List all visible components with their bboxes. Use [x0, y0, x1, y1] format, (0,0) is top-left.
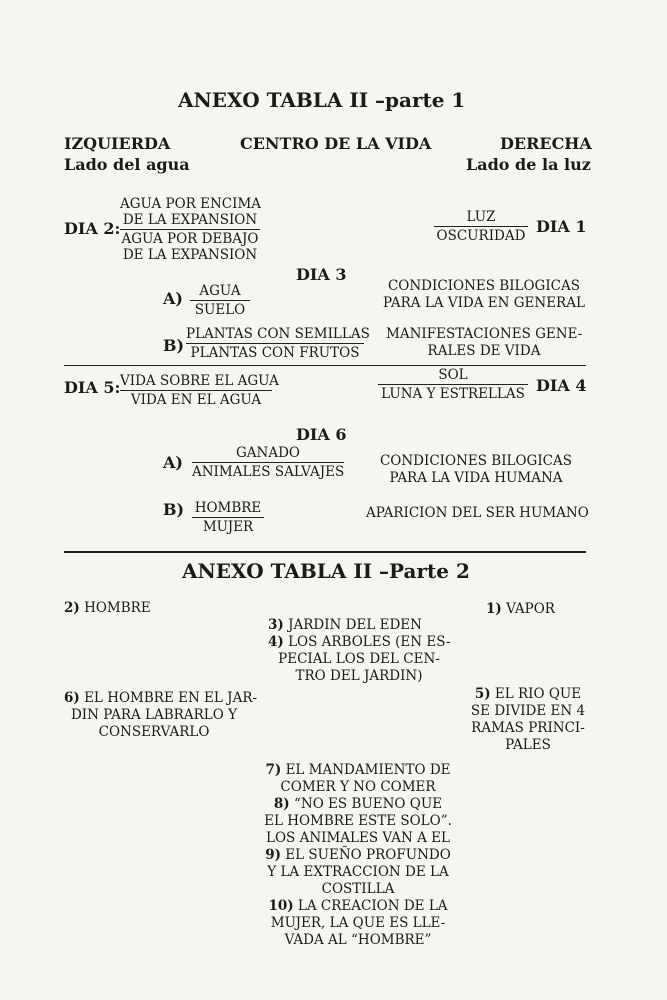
dia1-den: OSCURIDAD — [436, 228, 526, 244]
item-10-line3: VADA AL “HOMBRE” — [284, 932, 432, 948]
item-7-line1: EL MANDAMIENTO DE — [285, 762, 451, 778]
dia6-label: DIA 6 — [296, 425, 347, 444]
part1-title: ANEXO TABLA II –parte 1 — [178, 88, 466, 112]
item-5-line3: RAMAS PRINCI- — [471, 720, 585, 736]
dia2-fraction — [120, 196, 260, 263]
dia6-a-right — [376, 453, 576, 487]
header-right-sub: Lado de la luz — [466, 155, 591, 174]
item-6-line3: CONSERVARLO — [98, 724, 210, 740]
dia2-den-2: DE LA EXPANSION — [122, 247, 258, 263]
dia5-label: DIA 5: — [64, 378, 121, 397]
dia1-rule — [434, 226, 528, 227]
dia6-b-fraction — [192, 500, 264, 535]
item-3 — [268, 617, 422, 634]
dia2-rule — [120, 229, 260, 230]
part-divider — [64, 551, 586, 553]
item-5 — [470, 686, 586, 754]
item-1 — [486, 601, 555, 618]
item-3-number: 3) — [268, 617, 284, 633]
dia3-a-label: A) — [163, 289, 183, 308]
item-10-line1: LA CREACION DE LA — [297, 898, 448, 914]
item-1-text: VAPOR — [506, 601, 555, 617]
item-5-line1: EL RIO QUE — [494, 686, 582, 702]
dia2-label: DIA 2: — [64, 219, 121, 238]
dia6-a-rule — [192, 462, 344, 463]
section-divider — [64, 365, 586, 366]
dia3-b-rule — [186, 343, 364, 344]
dia3-a-right — [382, 278, 586, 312]
item-6-line1: EL HOMBRE EN EL JAR- — [84, 690, 258, 706]
item-8-line1: “NO ES BUENO QUE — [293, 796, 443, 812]
dia6-b-num: HOMBRE — [194, 500, 262, 516]
dia5-num: VIDA SOBRE EL AGUA — [120, 373, 279, 389]
item-6 — [64, 690, 258, 741]
item-6-number: 6) — [64, 690, 80, 706]
item-4-line1: LOS ARBOLES (EN ES- — [288, 634, 451, 650]
dia2-num-2: DE LA EXPANSION — [122, 212, 258, 228]
dia4-fraction — [378, 367, 528, 402]
header-left: IZQUIERDA — [64, 134, 171, 153]
dia6-a-den: ANIMALES SALVAJES — [192, 464, 345, 480]
dia3-b-right-line2: RALES DE VIDA — [427, 343, 541, 359]
dia1-label: DIA 1 — [536, 217, 587, 236]
items-7-10 — [264, 762, 452, 949]
dia3-label: DIA 3 — [296, 265, 347, 284]
dia3-a-num: AGUA — [199, 283, 241, 299]
item-9-number: 9) — [265, 847, 281, 863]
item-5-number: 5) — [474, 686, 491, 702]
item-7-number: 7) — [265, 762, 282, 778]
dia2-num-1: AGUA POR ENCIMA — [120, 196, 262, 212]
dia6-a-label: A) — [163, 453, 183, 472]
dia4-num: SOL — [438, 367, 468, 383]
dia5-fraction — [120, 373, 279, 408]
dia3-a-right-line2: PARA LA VIDA EN GENERAL — [383, 295, 585, 311]
dia3-a-right-line1: CONDICIONES BILOGICAS — [387, 278, 581, 294]
dia5-rule — [120, 390, 272, 391]
dia4-rule — [378, 384, 528, 385]
header-left-sub: Lado del agua — [64, 155, 190, 174]
item-4-number: 4) — [268, 634, 284, 650]
item-8-line3: LOS ANIMALES VAN A EL — [266, 830, 450, 846]
dia3-b-num: PLANTAS CON SEMILLAS — [186, 326, 370, 342]
part2-title: ANEXO TABLA II –Parte 2 — [182, 559, 470, 583]
header-center: CENTRO DE LA VIDA — [240, 134, 432, 153]
dia3-a-den: SUELO — [194, 302, 246, 318]
dia3-b-label: B) — [163, 336, 185, 355]
dia6-a-fraction — [192, 445, 344, 480]
item-2-number: 2) — [64, 600, 80, 616]
dia3-b-right — [386, 326, 582, 360]
item-6-line2: DIN PARA LABRARLO Y — [70, 707, 237, 723]
dia6-b-den: MUJER — [202, 519, 254, 535]
item-4-line2: PECIAL LOS DEL CEN- — [278, 651, 440, 667]
item-5-line4: PALES — [505, 737, 551, 753]
dia6-b-label: B) — [163, 500, 185, 519]
dia3-a-fraction — [190, 283, 250, 318]
item-9-line2: Y LA EXTRACCION DE LA — [267, 864, 449, 880]
item-10-line2: MUJER, LA QUE ES LLE- — [270, 915, 446, 931]
item-8-number: 8) — [273, 796, 290, 812]
dia1-num: LUZ — [466, 209, 496, 225]
item-1-number: 1) — [486, 601, 502, 617]
dia3-b-right-line1: MANIFESTACIONES GENE- — [386, 326, 583, 342]
item-8-line2: EL HOMBRE ESTE SOLO”. — [264, 813, 452, 829]
item-4 — [268, 634, 450, 685]
dia6-a-num: GANADO — [236, 445, 300, 461]
dia6-b-rule — [192, 517, 264, 518]
dia4-label: DIA 4 — [536, 376, 587, 395]
dia2-den-1: AGUA POR DEBAJO — [121, 231, 259, 247]
item-5-line2: SE DIVIDE EN 4 — [470, 703, 586, 719]
dia6-a-right-line2: PARA LA VIDA HUMANA — [389, 470, 563, 486]
dia5-den: VIDA EN EL AGUA — [130, 392, 262, 408]
dia3-b-den: PLANTAS CON FRUTOS — [190, 345, 360, 361]
dia3-b-fraction — [186, 326, 370, 361]
item-2 — [64, 600, 151, 617]
item-4-line3: TRO DEL JARDIN) — [295, 668, 423, 684]
item-2-text: HOMBRE — [84, 600, 151, 616]
dia6-a-right-line1: CONDICIONES BILOGICAS — [379, 453, 573, 469]
dia3-a-rule — [190, 300, 250, 301]
item-7-line2: COMER Y NO COMER — [280, 779, 436, 795]
item-9-line3: COSTILLA — [321, 881, 395, 897]
item-10-number: 10) — [268, 898, 294, 914]
dia1-fraction — [434, 209, 528, 244]
item-3-text: JARDIN DEL EDEN — [288, 617, 422, 633]
dia6-b-right: APARICION DEL SER HUMANO — [366, 505, 589, 521]
item-9-line1: EL SUEÑO PROFUNDO — [285, 847, 451, 863]
header-right: DERECHA — [500, 134, 592, 153]
dia4-den: LUNA Y ESTRELLAS — [381, 386, 525, 402]
